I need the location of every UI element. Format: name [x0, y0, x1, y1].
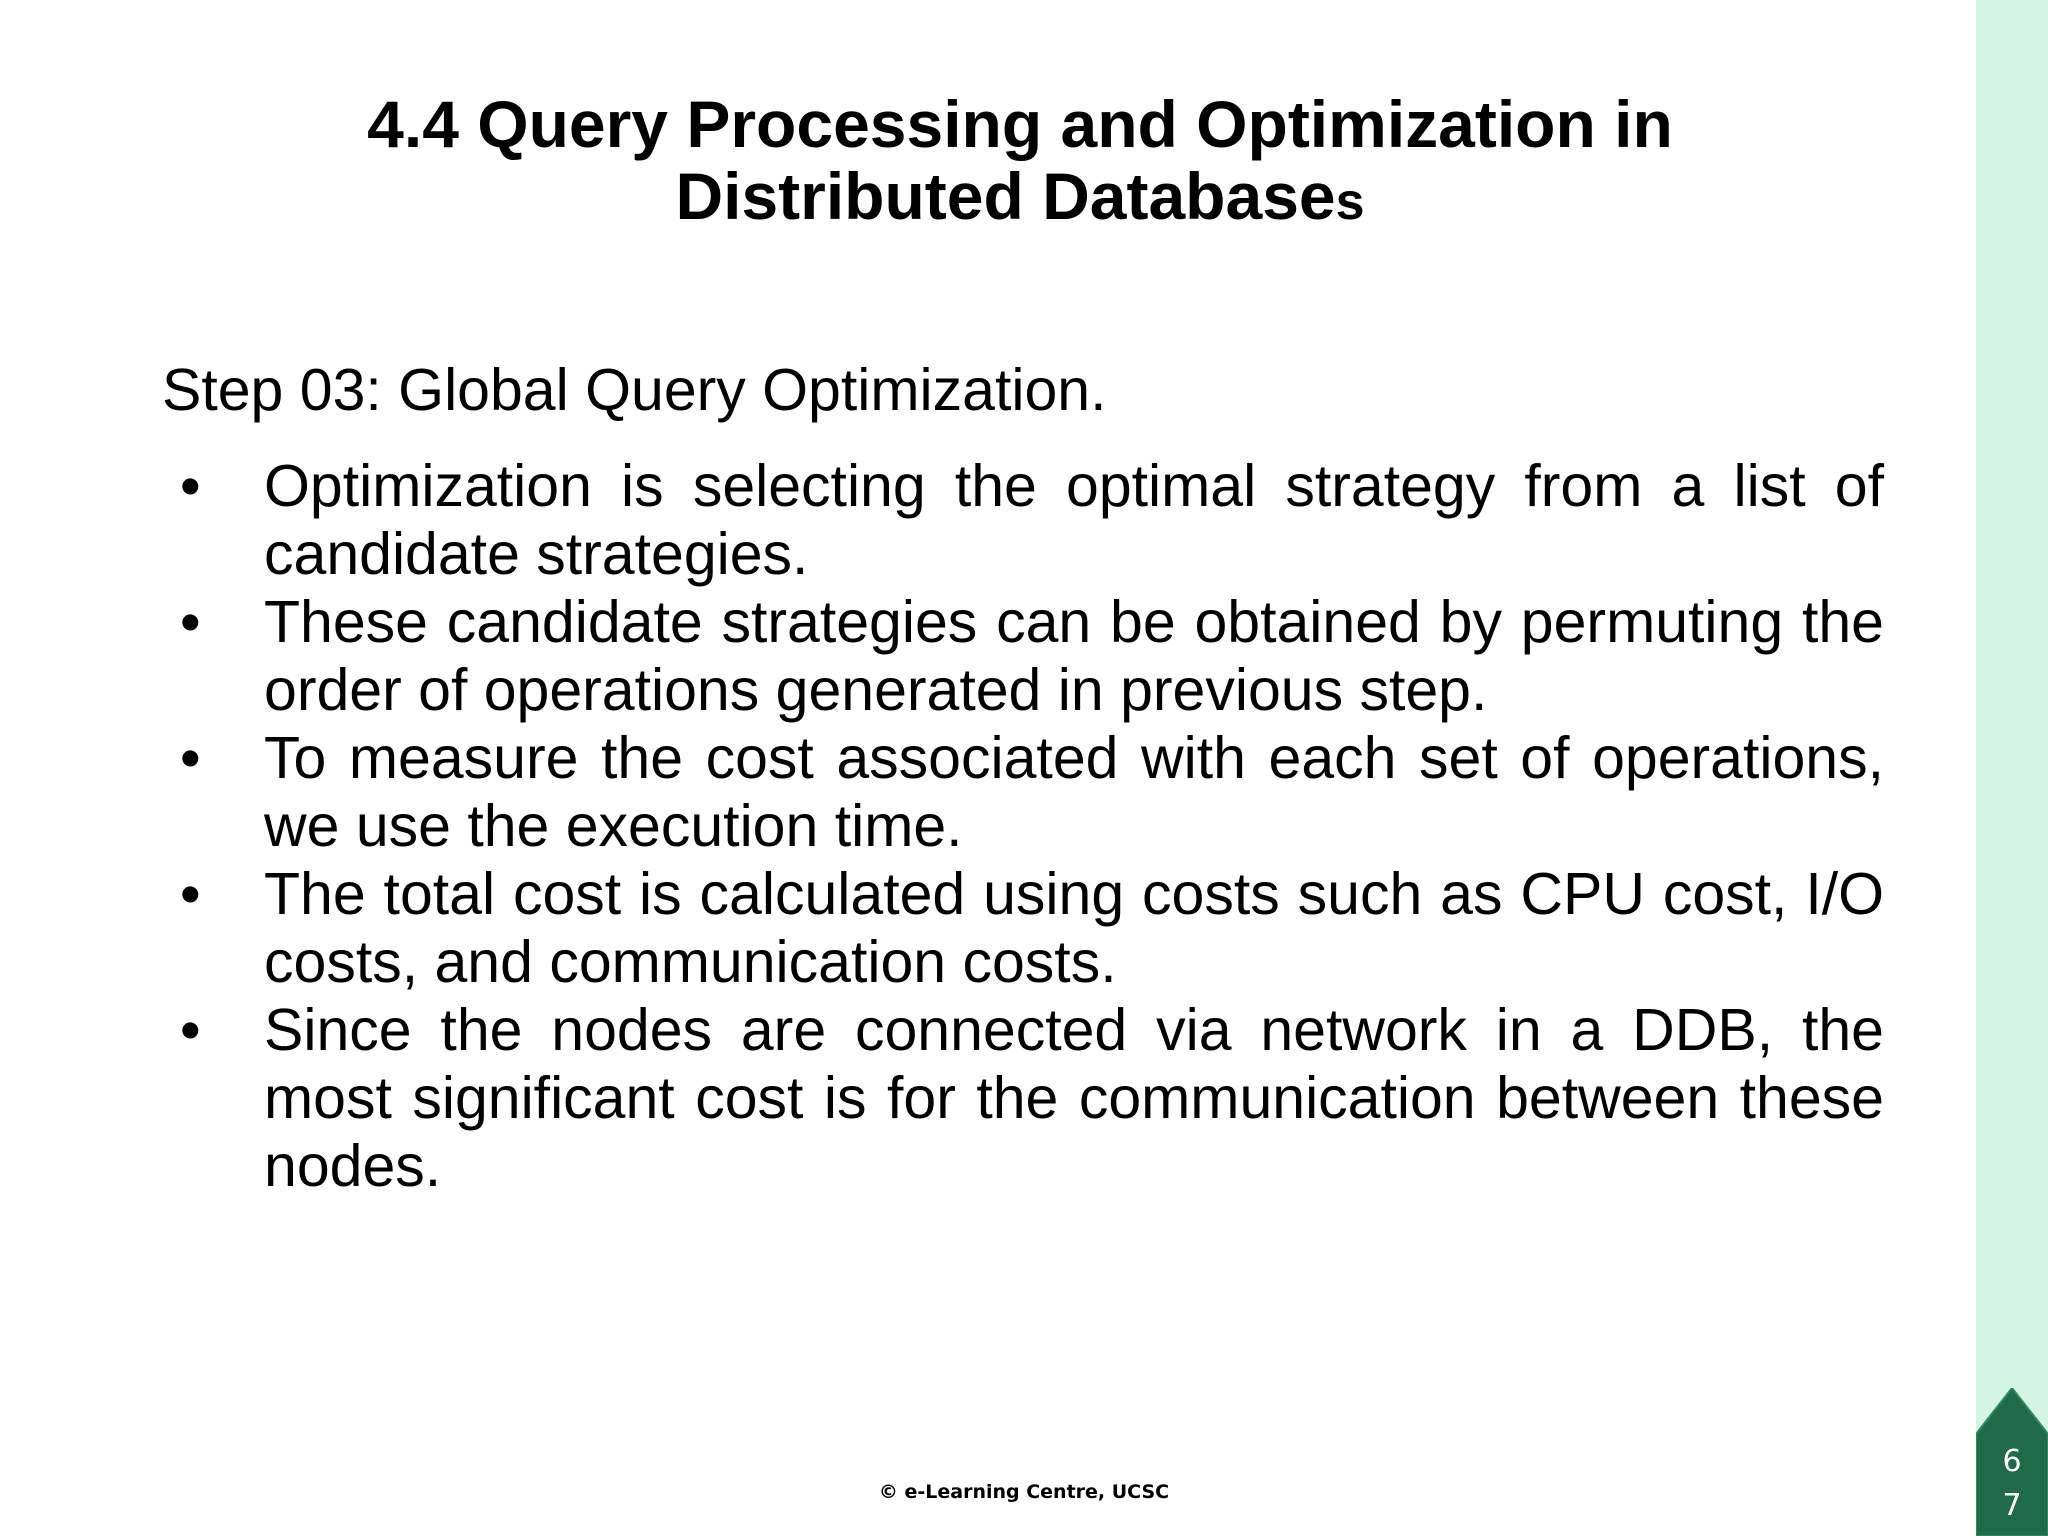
bullet-item: [0, 588, 1884, 724]
bullet-marker: •: [180, 453, 201, 519]
bullet-item: [0, 860, 1884, 996]
bullet-marker: •: [180, 589, 201, 655]
slide-title: [220, 88, 1820, 238]
title-line-1: 4.4 Query Processing and Optimization in: [367, 87, 1673, 161]
footer-copyright: © e-Learning Centre, UCSC: [878, 1481, 1170, 1503]
bullet-item: [0, 996, 1884, 1200]
bullet-marker: •: [180, 725, 201, 791]
title-line-2-suffix: s: [1335, 173, 1365, 231]
step-heading: Step 03: Global Query Optimization.: [162, 357, 1107, 423]
right-sidebar-band: [1976, 0, 2048, 1536]
bullet-text: Since the nodes are connected via network in a DDB, the most significant cost is for the communication between these nodes.: [264, 997, 1884, 1199]
bullet-item: [0, 724, 1884, 860]
title-line-2-main: Distributed Database: [675, 159, 1336, 233]
bullet-text: These candidate strategies can be obtained by permuting the order of operations generated in previous step.: [264, 589, 1884, 723]
page-number: 67: [2002, 1444, 2022, 1523]
bullet-marker: •: [180, 861, 201, 927]
bullet-list: [0, 452, 2048, 1200]
bullet-text: To measure the cost associated with each set of operations, we use the execution time.: [264, 725, 1884, 859]
bullet-text: The total cost is calculated using costs such as CPU cost, I/O costs, and communication costs.: [264, 861, 1884, 995]
bullet-item: [0, 452, 1884, 588]
bullet-marker: •: [180, 997, 201, 1063]
bullet-text: Optimization is selecting the optimal strategy from a list of candidate strategies.: [264, 453, 1884, 587]
title-line-2: [220, 160, 1820, 238]
